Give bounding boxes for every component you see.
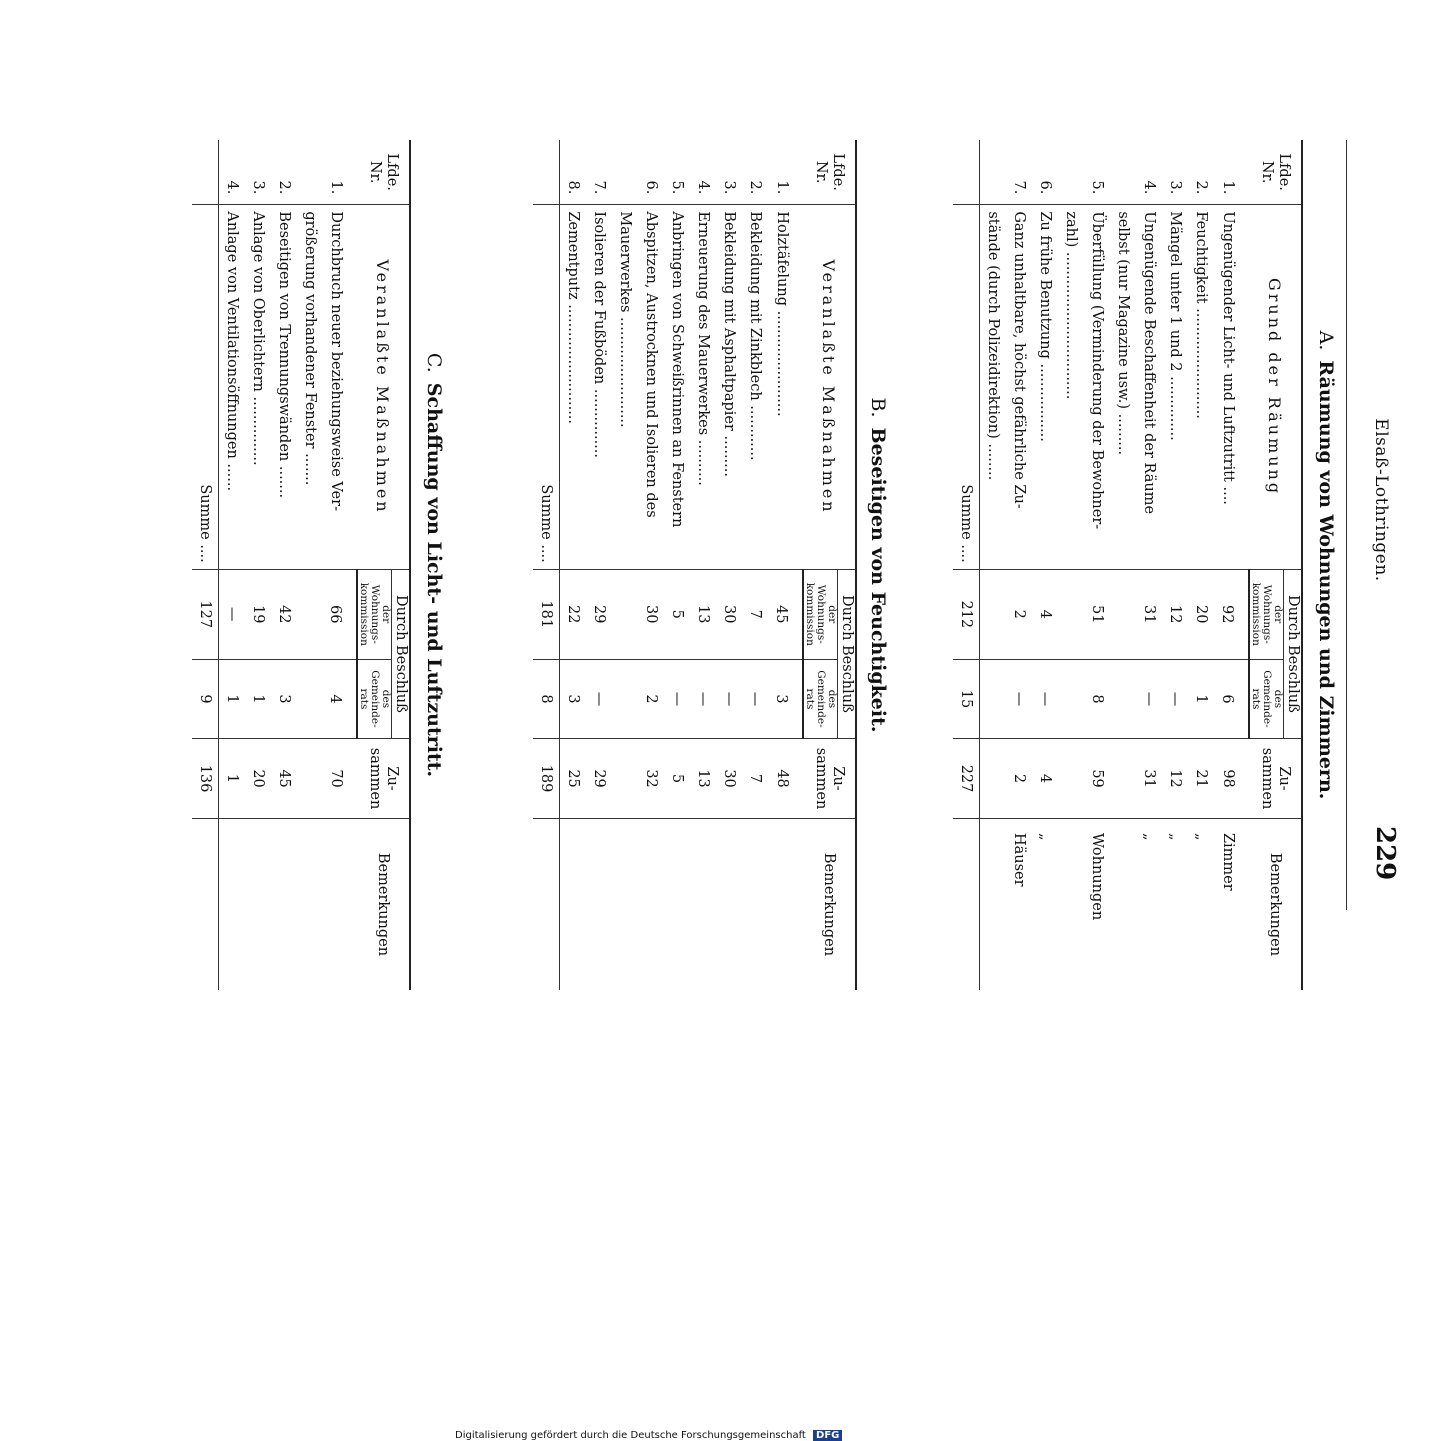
table-body — [533, 140, 803, 990]
remark-value — [219, 818, 246, 990]
header-text: Wohnungs- — [815, 584, 827, 644]
sum-zusammen: 227 — [953, 739, 980, 819]
wohnungskommission-value: 45 — [768, 569, 803, 659]
sum-spacer — [192, 140, 219, 205]
row-description — [297, 205, 357, 569]
zusammen-value: 98 — [1214, 739, 1249, 819]
digitization-note: Digitalisierung gefördert durch die Deutsche Forschungsgemeinschaft — [455, 1430, 806, 1441]
zusammen-value: 32 — [612, 739, 664, 819]
row-description — [664, 205, 690, 569]
row-number: 1. — [1214, 140, 1249, 205]
bemerkungen-header: Bemerkungen — [375, 852, 392, 957]
remark-value — [742, 818, 768, 990]
row-description — [586, 205, 612, 569]
zusammen-value: 29 — [586, 739, 612, 819]
description-line: Beseitigen von Trennungswänden ....... — [276, 211, 292, 499]
table-row — [716, 140, 742, 990]
zusammen-value: 70 — [297, 739, 357, 819]
section-c-title — [423, 140, 445, 990]
table-row — [245, 140, 271, 990]
table-row — [586, 140, 612, 990]
header-text: Gemeinde- — [815, 670, 827, 728]
row-description — [560, 205, 587, 569]
table-row — [1214, 140, 1249, 990]
remark-value: Häuser — [1011, 832, 1027, 887]
section-heading: Räumung von Wohnungen und Zimmern. — [1315, 360, 1337, 800]
description-line: Anbringen von Schweißrinnen an Fenstern — [669, 211, 685, 528]
massnahmen-header: Veranlaßte Maßnahmen — [357, 205, 409, 569]
row-description — [742, 205, 768, 569]
gemeinderat-value: 3 — [768, 659, 803, 738]
description-line: Ungenügender Licht- und Luftzutritt .... — [1220, 211, 1236, 505]
header-text: sammen — [813, 747, 829, 810]
table-row — [1110, 140, 1162, 990]
section-b-title — [867, 140, 889, 990]
row-description — [1162, 205, 1188, 569]
remark-value: „ — [1167, 832, 1183, 841]
wohnungskommission-value: 2 — [980, 569, 1033, 659]
wohnungskommission-value: 42 — [271, 569, 297, 659]
gemeinderat-value: — — [980, 659, 1033, 738]
table-body — [953, 140, 1249, 990]
table-section-b — [533, 140, 855, 990]
gemeinderat-value: 6 — [1214, 659, 1249, 738]
zusammen-value: 31 — [1110, 739, 1162, 819]
row-number: 3. — [716, 140, 742, 205]
zusammen-value: 30 — [716, 739, 742, 819]
row-description — [1214, 205, 1249, 569]
gemeinderat-value: — — [716, 659, 742, 738]
sum-remark-empty — [192, 818, 219, 990]
section-heading: Beseitigen von Feuchtigkeit. — [867, 427, 889, 733]
remark-value: „ — [1037, 832, 1053, 841]
description-line: Bekleidung mit Asphaltpapier ......... — [721, 211, 737, 477]
row-number: 8. — [560, 140, 587, 205]
table-row — [768, 140, 803, 990]
gemeinderat-value: 3 — [271, 659, 297, 738]
remark-value — [664, 818, 690, 990]
sum-wohnungskommission: 181 — [533, 569, 560, 659]
wohnungskommission-value: 13 — [690, 569, 716, 659]
gemeinderat-value: 2 — [612, 659, 664, 738]
grund-header: Grund der Räumung — [1249, 205, 1301, 569]
sum-row — [533, 140, 560, 990]
massnahmen-header: Veranlaßte Maßnahmen — [803, 205, 855, 569]
running-head: Elsaß-Lothringen. — [1371, 418, 1391, 582]
header-text: Zu- — [1276, 766, 1292, 791]
row-number: 1. — [297, 140, 357, 205]
remark-value — [716, 818, 742, 990]
header-text: Gemeinde- — [1261, 670, 1273, 728]
row-number: 4. — [219, 140, 246, 205]
header-text: Nr. — [1259, 160, 1275, 184]
row-description — [716, 205, 742, 569]
wohnungskommission-value: 19 — [245, 569, 271, 659]
zusammen-header — [357, 739, 409, 819]
description-line: Zementputz .......................... — [565, 211, 581, 425]
header-text: Zu- — [384, 766, 400, 791]
sum-gemeinderat: 15 — [953, 659, 980, 738]
description-line: zahl) ................................ — [1063, 211, 1079, 400]
gemeinderat-value: — — [742, 659, 768, 738]
description-line: Überfüllung (Verminderung der Bewohner- — [1089, 211, 1105, 530]
table-row — [1162, 140, 1188, 990]
header-text: sammen — [1259, 747, 1275, 810]
header-text: kommission — [804, 582, 816, 646]
row-number: 7. — [980, 140, 1033, 205]
bemerkungen-header: Bemerkungen — [1267, 852, 1284, 957]
description-line: Erneuerung des Mauerwerkes .......... — [695, 211, 711, 486]
sum-spacer — [533, 140, 560, 205]
gemeinderat-value: — — [690, 659, 716, 738]
zusammen-value: 21 — [1188, 739, 1214, 819]
table-row — [560, 140, 587, 990]
gemeinderat-value: — — [1162, 659, 1188, 738]
description-line: Feuchtigkeit ........................ — [1193, 211, 1209, 419]
zusammen-value: 13 — [690, 739, 716, 819]
table-row — [690, 140, 716, 990]
row-description — [1188, 205, 1214, 569]
wohnungskommission-value: 66 — [297, 569, 357, 659]
wohnungskommission-value: 5 — [664, 569, 690, 659]
table-row — [612, 140, 664, 990]
sum-row — [953, 140, 980, 990]
wohnungskommission-value: 30 — [612, 569, 664, 659]
row-number: 2. — [271, 140, 297, 205]
description-line: stände (durch Polizeidirektion) ........ — [985, 211, 1001, 481]
section-letter: A. — [1315, 330, 1337, 351]
wohnungskommission-value: 22 — [560, 569, 587, 659]
sum-gemeinderat: 8 — [533, 659, 560, 738]
remark-value: Wohnungen — [1089, 832, 1105, 921]
header-text: des — [826, 689, 838, 709]
wohnungskommission-value: 20 — [1188, 569, 1214, 659]
row-number: 5. — [1058, 140, 1110, 205]
remark-value — [768, 818, 803, 990]
section-letter: C. — [423, 352, 445, 373]
description-line: Holztäfelung ....................... — [774, 211, 790, 417]
header-row — [1284, 140, 1302, 990]
description-line: Isolieren der Fußböden ............... — [591, 211, 607, 459]
gemeinderat-value: 4 — [297, 659, 357, 738]
row-number: 1. — [768, 140, 803, 205]
durch-beschluss-header: Durch Beschluß — [1284, 569, 1302, 738]
description-line: Abspitzen, Austrocknen und Isolieren des — [643, 211, 659, 518]
header-text: Nr. — [367, 160, 383, 184]
lfde-nr-header — [803, 140, 855, 205]
sum-spacer — [953, 140, 980, 205]
row-description — [1058, 205, 1110, 569]
table-section-a — [953, 140, 1301, 990]
description-line: Zu frühe Benutzung ................. — [1037, 211, 1053, 442]
remark-value — [690, 818, 716, 990]
table-row — [742, 140, 768, 990]
sum-remark-empty — [533, 818, 560, 990]
header-row — [392, 140, 410, 990]
remark-value — [271, 818, 297, 990]
table-header — [357, 140, 409, 990]
row-number: 7. — [586, 140, 612, 205]
wohnungskommission-header — [803, 569, 838, 659]
remark-value — [586, 818, 612, 990]
header-text: der — [826, 605, 838, 624]
row-number: 5. — [664, 140, 690, 205]
table-row — [1188, 140, 1214, 990]
row-description — [1110, 205, 1162, 569]
description-line: Ganz unhaltbare, höchst gefährliche Zu- — [1011, 211, 1027, 509]
wohnungskommission-value: 31 — [1110, 569, 1162, 659]
row-description — [245, 205, 271, 569]
header-text: kommission — [358, 582, 370, 646]
wohnungskommission-value: 4 — [1032, 569, 1058, 659]
header-text: rats — [358, 688, 370, 710]
header-text: Wohnungs- — [1261, 584, 1273, 644]
zusammen-value: 2 — [980, 739, 1033, 819]
zusammen-value: 7 — [742, 739, 768, 819]
bemerkungen-header: Bemerkungen — [821, 852, 838, 957]
wohnungskommission-value: 7 — [742, 569, 768, 659]
row-number: 2. — [1188, 140, 1214, 205]
description-line: selbst (nur Magazine usw.) ......... — [1115, 211, 1131, 456]
description-line: Ungenügende Beschaffenheit der Räume — [1141, 211, 1157, 515]
description-line: Durchbruch neuer beziehungsweise Ver- — [328, 211, 344, 511]
wohnungskommission-header — [1249, 569, 1284, 659]
header-text: der — [380, 605, 392, 624]
description-line: Mängel unter 1 und 2 .............. — [1167, 211, 1183, 441]
zusammen-value: 4 — [1032, 739, 1058, 819]
gemeinderat-header — [803, 659, 838, 738]
gemeinderat-header — [1249, 659, 1284, 738]
row-description — [219, 205, 246, 569]
header-text: Lfde. — [1276, 153, 1292, 191]
zusammen-value: 45 — [271, 739, 297, 819]
wohnungskommission-value: — — [219, 569, 246, 659]
table-top-rule — [855, 140, 857, 990]
table-header — [803, 140, 855, 990]
row-number: 4. — [1110, 140, 1162, 205]
header-text: Wohnungs- — [369, 584, 381, 644]
header-row — [838, 140, 856, 990]
table-header — [1249, 140, 1301, 990]
header-text: sammen — [367, 747, 383, 810]
header-text: Nr. — [813, 160, 829, 184]
header-text: Lfde. — [830, 153, 846, 191]
gemeinderat-value: — — [1032, 659, 1058, 738]
zusammen-header — [803, 739, 855, 819]
row-number: 6. — [1032, 140, 1058, 205]
gemeinderat-value: 1 — [1188, 659, 1214, 738]
wohnungskommission-value: 29 — [586, 569, 612, 659]
page-number: 229 — [1370, 826, 1400, 881]
gemeinderat-value: 1 — [245, 659, 271, 738]
row-description — [690, 205, 716, 569]
wohnungskommission-value: 51 — [1058, 569, 1110, 659]
table-body — [192, 140, 357, 990]
header-rule — [1346, 140, 1347, 910]
table-section-c — [192, 140, 409, 990]
sum-row — [192, 140, 219, 990]
gemeinderat-value: — — [586, 659, 612, 738]
gemeinderat-header — [357, 659, 392, 738]
durch-beschluss-header: Durch Beschluß — [838, 569, 856, 738]
zusammen-value: 59 — [1058, 739, 1110, 819]
zusammen-value: 1 — [219, 739, 246, 819]
remark-value: Zimmer — [1220, 832, 1236, 891]
table-top-rule — [1301, 140, 1303, 990]
description-line: Bekleidung mit Zinkblech ............ — [747, 211, 763, 461]
wohnungskommission-value: 30 — [716, 569, 742, 659]
remark-value — [245, 818, 271, 990]
row-number: 3. — [1162, 140, 1188, 205]
gemeinderat-value: — — [1110, 659, 1162, 738]
row-description — [768, 205, 803, 569]
sum-gemeinderat: 9 — [192, 659, 219, 738]
table-row — [980, 140, 1033, 990]
lfde-nr-header — [357, 140, 409, 205]
zusammen-value: 12 — [1162, 739, 1188, 819]
row-number: 2. — [742, 140, 768, 205]
wohnungskommission-value: 12 — [1162, 569, 1188, 659]
header-text: der — [1272, 605, 1284, 624]
table-row — [297, 140, 357, 990]
zusammen-value: 25 — [560, 739, 587, 819]
header-text: rats — [1250, 688, 1262, 710]
table-row — [271, 140, 297, 990]
wohnungskommission-header — [357, 569, 392, 659]
description-line: Mauerwerkes ........................ — [617, 211, 633, 428]
section-letter: B. — [867, 397, 889, 418]
sum-label: Summe .... — [533, 205, 560, 569]
description-line: Anlage von Oberlichtern ............... — [250, 211, 266, 466]
remark-value: „ — [1193, 832, 1209, 841]
table-row — [1058, 140, 1110, 990]
row-description — [980, 205, 1033, 569]
zusammen-value: 5 — [664, 739, 690, 819]
header-text: Lfde. — [384, 153, 400, 191]
gemeinderat-value: 3 — [560, 659, 587, 738]
section-a-title — [1315, 140, 1337, 990]
remark-value — [560, 818, 587, 990]
row-number: 4. — [690, 140, 716, 205]
durch-beschluss-header: Durch Beschluß — [392, 569, 410, 738]
header-text: Gemeinde- — [369, 670, 381, 728]
description-line: Anlage von Ventilationsöffnungen ...... — [224, 211, 240, 492]
lfde-nr-header — [1249, 140, 1301, 205]
sum-label: Summe .... — [953, 205, 980, 569]
header-text: des — [380, 689, 392, 709]
sum-zusammen: 136 — [192, 739, 219, 819]
table-top-rule — [409, 140, 411, 990]
zusammen-header — [1249, 739, 1301, 819]
row-description — [1032, 205, 1058, 569]
section-heading: Schaffung von Licht- und Luftzutritt. — [423, 382, 445, 778]
gemeinderat-value: 1 — [219, 659, 246, 738]
table-row — [664, 140, 690, 990]
sum-wohnungskommission: 127 — [192, 569, 219, 659]
header-text: des — [1272, 689, 1284, 709]
sum-remark-empty — [953, 818, 980, 990]
header-text: rats — [804, 688, 816, 710]
remark-value — [612, 818, 664, 990]
sum-label: Summe .... — [192, 205, 219, 569]
dfg-logo: DFG — [813, 1430, 842, 1441]
row-number: 3. — [245, 140, 271, 205]
table-row — [1032, 140, 1058, 990]
gemeinderat-value: — — [664, 659, 690, 738]
row-number: 6. — [612, 140, 664, 205]
zusammen-value: 20 — [245, 739, 271, 819]
sum-zusammen: 189 — [533, 739, 560, 819]
wohnungskommission-value: 92 — [1214, 569, 1249, 659]
gemeinderat-value: 8 — [1058, 659, 1110, 738]
remark-value: „ — [1141, 832, 1157, 841]
header-text: kommission — [1250, 582, 1262, 646]
description-line: größerung vorhandener Fenster ....... — [302, 211, 318, 486]
row-description — [271, 205, 297, 569]
table-row — [219, 140, 246, 990]
header-text: Zu- — [830, 766, 846, 791]
sum-wohnungskommission: 212 — [953, 569, 980, 659]
row-description — [612, 205, 664, 569]
zusammen-value: 48 — [768, 739, 803, 819]
remark-value — [297, 818, 357, 990]
